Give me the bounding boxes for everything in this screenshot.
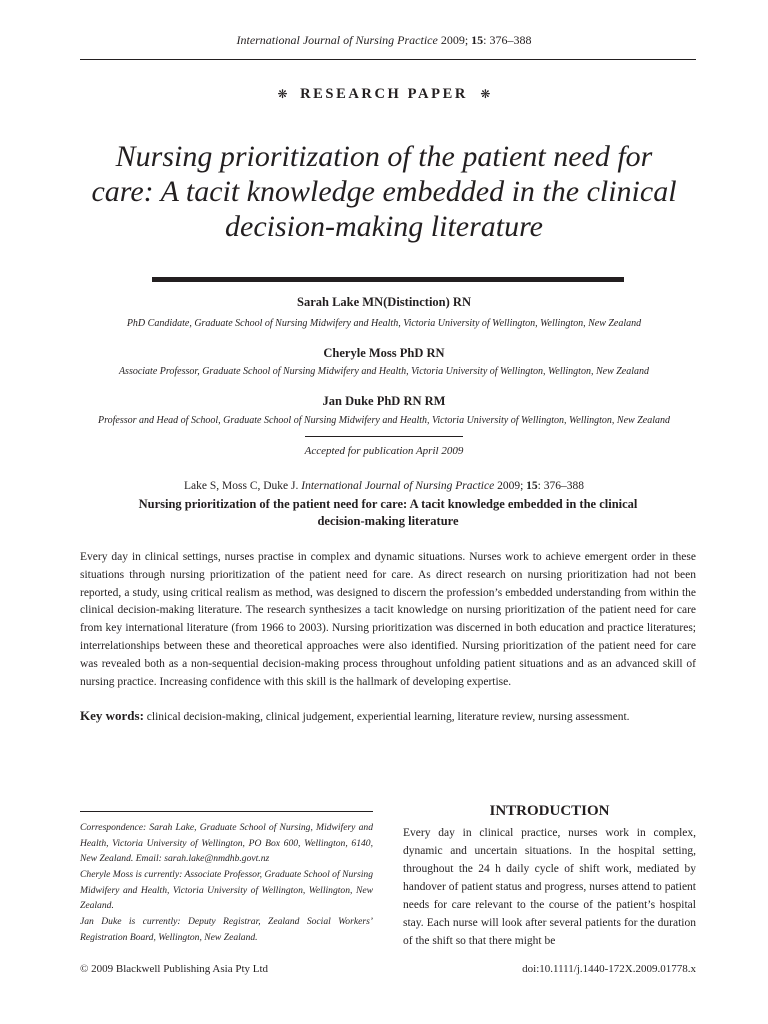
journal-name: International Journal of Nursing Practice [236, 33, 438, 47]
title-line-2: care: A tacit knowledge embedded in the clinical [91, 175, 677, 208]
citation-volume: 15 [526, 480, 538, 492]
citation-title-line-2: decision-making literature [317, 514, 459, 528]
journal-volume: 15 [471, 33, 484, 47]
journal-year: 2009; [440, 33, 469, 47]
header-rule [80, 59, 696, 60]
citation-pages: : 376–388 [537, 480, 584, 492]
copyright-notice: © 2009 Blackwell Publishing Asia Pty Ltd [80, 963, 269, 975]
abstract: Every day in clinical settings, nurses practise in complex and dynamic situations. Nurses work to achieve emergent order in these situations through nursing prioritization of the patient need for care. As direct research on nursing prioritization had not been reported, a study, using critical realism as method, was designed to discern the profession’s embedded understanding from within the clinical decision-making literature. The research synthesizes a tacit knowledge on nursing prioritization of the patient need for care from key international literature (from 1966 to 2003). Nursing prioritization was discerned in both education and practice literatures; interrelationships between these and theoretical approaches were also identified. Nursing prioritization of the patient need for care was revealed both as a non-sequential decision-making process throughout unfolding patient situations and as an advanced skill of nursing practice. Increasing confidence with this skill is the hallmark of developing expertise. [80, 551, 696, 688]
title-line-3: decision-making literature [225, 210, 543, 243]
citation-year: 2009; [497, 480, 524, 492]
affiliation-rule [305, 436, 463, 437]
footnote-correspondence: Correspondence: Sarah Lake, Graduate School of Nursing, Midwifery and Health, Victoria University of Wellington, PO Box 600, Wellington, 6140, New Zealand. Email: sarah.lake@nmdhb.govt.nz [80, 822, 373, 865]
doi: doi:10.1111/j.1440-172X.2009.01778.x [522, 963, 696, 975]
keywords-text: clinical decision-making, clinical judgement, experiential learning, literature review, nursing assessment. [146, 711, 630, 723]
section-label-text: RESEARCH PAPER [300, 86, 468, 102]
ornament-right-icon: ❋ [480, 87, 491, 101]
author-name-2: Cheryle Moss PhD RN [323, 346, 445, 360]
author-name-3: Jan Duke PhD RN RM [322, 394, 446, 408]
author-affiliation-3: Professor and Head of School, Graduate School of Nursing Midwifery and Health, Victoria University of Wellington, Wellington, New Zealand [97, 415, 670, 426]
keywords [80, 708, 696, 724]
citation-title-line-1: Nursing prioritization of the patient need for care: A tacit knowledge embedded in the clinical [138, 497, 638, 511]
introduction-heading: INTRODUCTION [489, 803, 610, 819]
section-label [0, 86, 768, 103]
title-rule [152, 277, 624, 282]
introduction-body: Every day in clinical practice, nurses work in complex, dynamic and uncertain situations. In the hospital setting, throughout the 24 h daily cycle of shift work, mediated by handover of patient status and progress, nurses attend to patient needs for care relevant to the course of the patient’s hospital stay. Each nurse will look after several patients for the duration of the shift so that there might be [403, 827, 696, 947]
citation-authors: Lake S, Moss C, Duke J. [184, 480, 299, 492]
journal-pages: : 376–388 [483, 33, 532, 47]
footnote-duke: Jan Duke is currently: Deputy Registrar, Zealand Social Workers’ Registration Board, Wellington, New Zealand. [80, 916, 373, 943]
footnote-rule [80, 811, 373, 812]
footnote-moss: Cheryle Moss is currently: Associate Professor, Graduate School of Nursing Midwifery and Health, Victoria University of Wellington, Wellington, New Zealand. [80, 869, 373, 912]
ornament-left-icon: ❋ [277, 87, 288, 101]
citation-line [0, 480, 768, 492]
citation-title [80, 496, 696, 530]
journal-running-header [0, 33, 768, 48]
keywords-label: Key words: [80, 708, 144, 723]
author-affiliation-2: Associate Professor, Graduate School of Nursing Midwifery and Health, Victoria University of Wellington, Wellington, New Zealand [118, 366, 650, 377]
author-affiliation-1: PhD Candidate, Graduate School of Nursing Midwifery and Health, Victoria University of Wellington, Wellington, New Zealand [126, 318, 642, 329]
author-name-1: Sarah Lake MN(Distinction) RN [297, 295, 471, 309]
title-line-1: Nursing prioritization of the patient need for [115, 140, 653, 173]
accepted-date: Accepted for publication April 2009 [304, 445, 464, 457]
paper-title [60, 139, 708, 244]
citation-journal: International Journal of Nursing Practice [301, 480, 495, 492]
